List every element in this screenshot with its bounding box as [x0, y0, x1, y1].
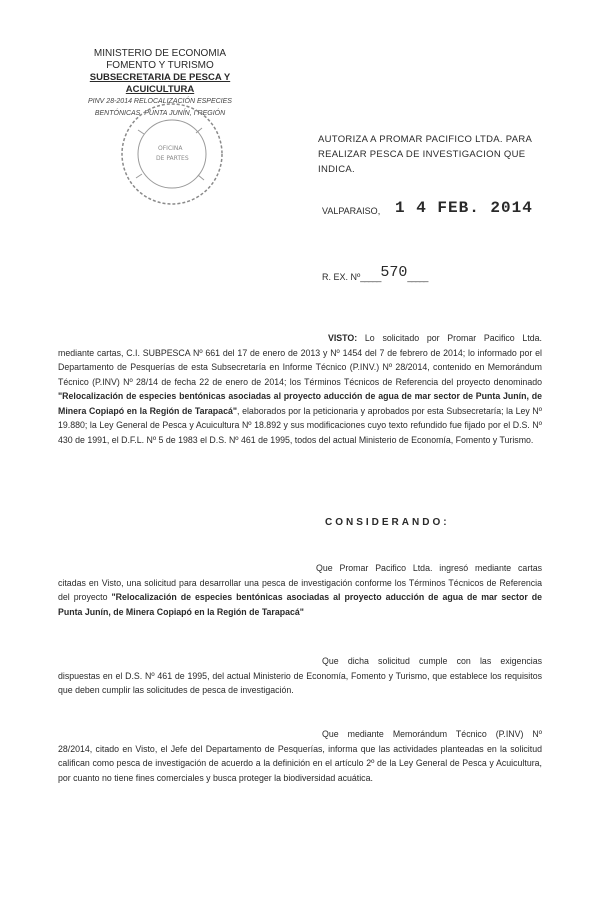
- resolution-number: 570: [380, 264, 408, 281]
- official-seal-stamp: [118, 100, 226, 208]
- subsecretaria-name: SUBSECRETARIA DE PESCA Y ACUICULTURA: [89, 72, 231, 95]
- place-label: VALPARAISO,: [322, 206, 381, 216]
- considerando-heading: CONSIDERANDO:: [325, 517, 450, 528]
- visto-text-1: Lo solicitado por Promar Pacifico Ltda. mediante cartas, C.I. SUBPESCA Nº 661 del 17 de enero de 2013 y Nº 1454 del 7 de febrero de 2014; lo informado por el Departamento de Pesquerías de esta Subsecretaría en Informe Técnico (P.INV.) Nº 28/2014, contenido en Memorándum Técnico (P.INV) Nº 28/14 de fecha 22 de enero de 2014; los Términos Técnicos de Referencia del proyecto denominado: [58, 333, 542, 387]
- considerando-paragraph-3: [58, 727, 542, 785]
- svg-text:OFICINA: OFICINA: [158, 145, 183, 152]
- reference-location: BENTÓNICAS, PUNTA JUNÍN, I REGIÓN: [94, 110, 226, 117]
- ministry-subtitle: FOMENTO Y TURISMO: [106, 60, 214, 71]
- c1-project-title: "Relocalización de especies bentónicas asociadas al proyecto aducción de agua de mar sector de Punta Junín, de Minera Copiapó en la Región de Tarapacá": [58, 592, 542, 617]
- subject-line-1: AUTORIZA A PROMAR PACIFICO LTDA. PARA: [318, 134, 533, 145]
- reference-code: PINV 28-2014 RELOCALIZACIÓN ESPECIES: [88, 98, 232, 105]
- considerando-paragraph-2: [58, 654, 542, 698]
- visto-paragraph: [58, 331, 542, 447]
- c1-text: Que Promar Pacifico Ltda. ingresó mediante cartas citadas en Visto, una solicitud para desarrollar una pesca de investigación conforme los Términos Técnicos de Referencia del proyecto: [58, 563, 542, 602]
- c2-text: Que dicha solicitud cumple con las exigencias dispuestas en el D.S. Nº 461 de 1995, del actual Ministerio de Economía, Fomento y Turismo, que establece los requisitos que deben cumplir las solicitudes de pesca de investigación.: [58, 656, 542, 695]
- subject-line-2: REALIZAR PESCA DE INVESTIGACION QUE INDICA.: [318, 149, 526, 175]
- c3-text: Que mediante Memorándum Técnico (P.INV) Nº 28/2014, citado en Visto, el Jefe del Departamento de Pesquerías, informa que las actividades planteadas en la solicitud califican como pesca de investigación de acuerdo a la definición en el artículo 2º de la Ley General de Pesca y Acuicultura, por cuanto no tiene fines comerciales y busca proteger la biodiversidad acuática.: [58, 729, 542, 783]
- considerando-paragraph-1: [58, 561, 542, 619]
- visto-project-title: "Relocalización de especies bentónicas asociadas al proyecto aducción de agua de mar sector de Punta Junín, de Minera Copiapó en la Región de Tarapacá": [58, 391, 542, 416]
- visto-text-2: , elaborados por la peticionaria y aprobados por esta Subsecretaría; la Ley Nº 19.880; la Ley General de Pesca y Acuicultura Nº 18.892 y sus modificaciones cuyo texto refundido fue fijado por el D.S. Nº 430 de 1991, el D.F.L. Nº 5 de 1983 el D.S. Nº 461 de 1995, todos del actual Ministerio de Economía, Fomento y Turismo.: [58, 405, 542, 445]
- svg-text:DE PARTES: DE PARTES: [156, 155, 189, 162]
- resolution-prefix: R. EX. Nº: [322, 272, 361, 282]
- visto-label: VISTO:: [328, 333, 358, 343]
- resolution-number-line: R. EX. Nº_____570_____: [322, 264, 428, 282]
- date-stamp: 1 4 FEB. 2014: [395, 199, 533, 217]
- ministry-name: MINISTERIO DE ECONOMIA: [93, 48, 227, 59]
- subject-block: [318, 132, 558, 177]
